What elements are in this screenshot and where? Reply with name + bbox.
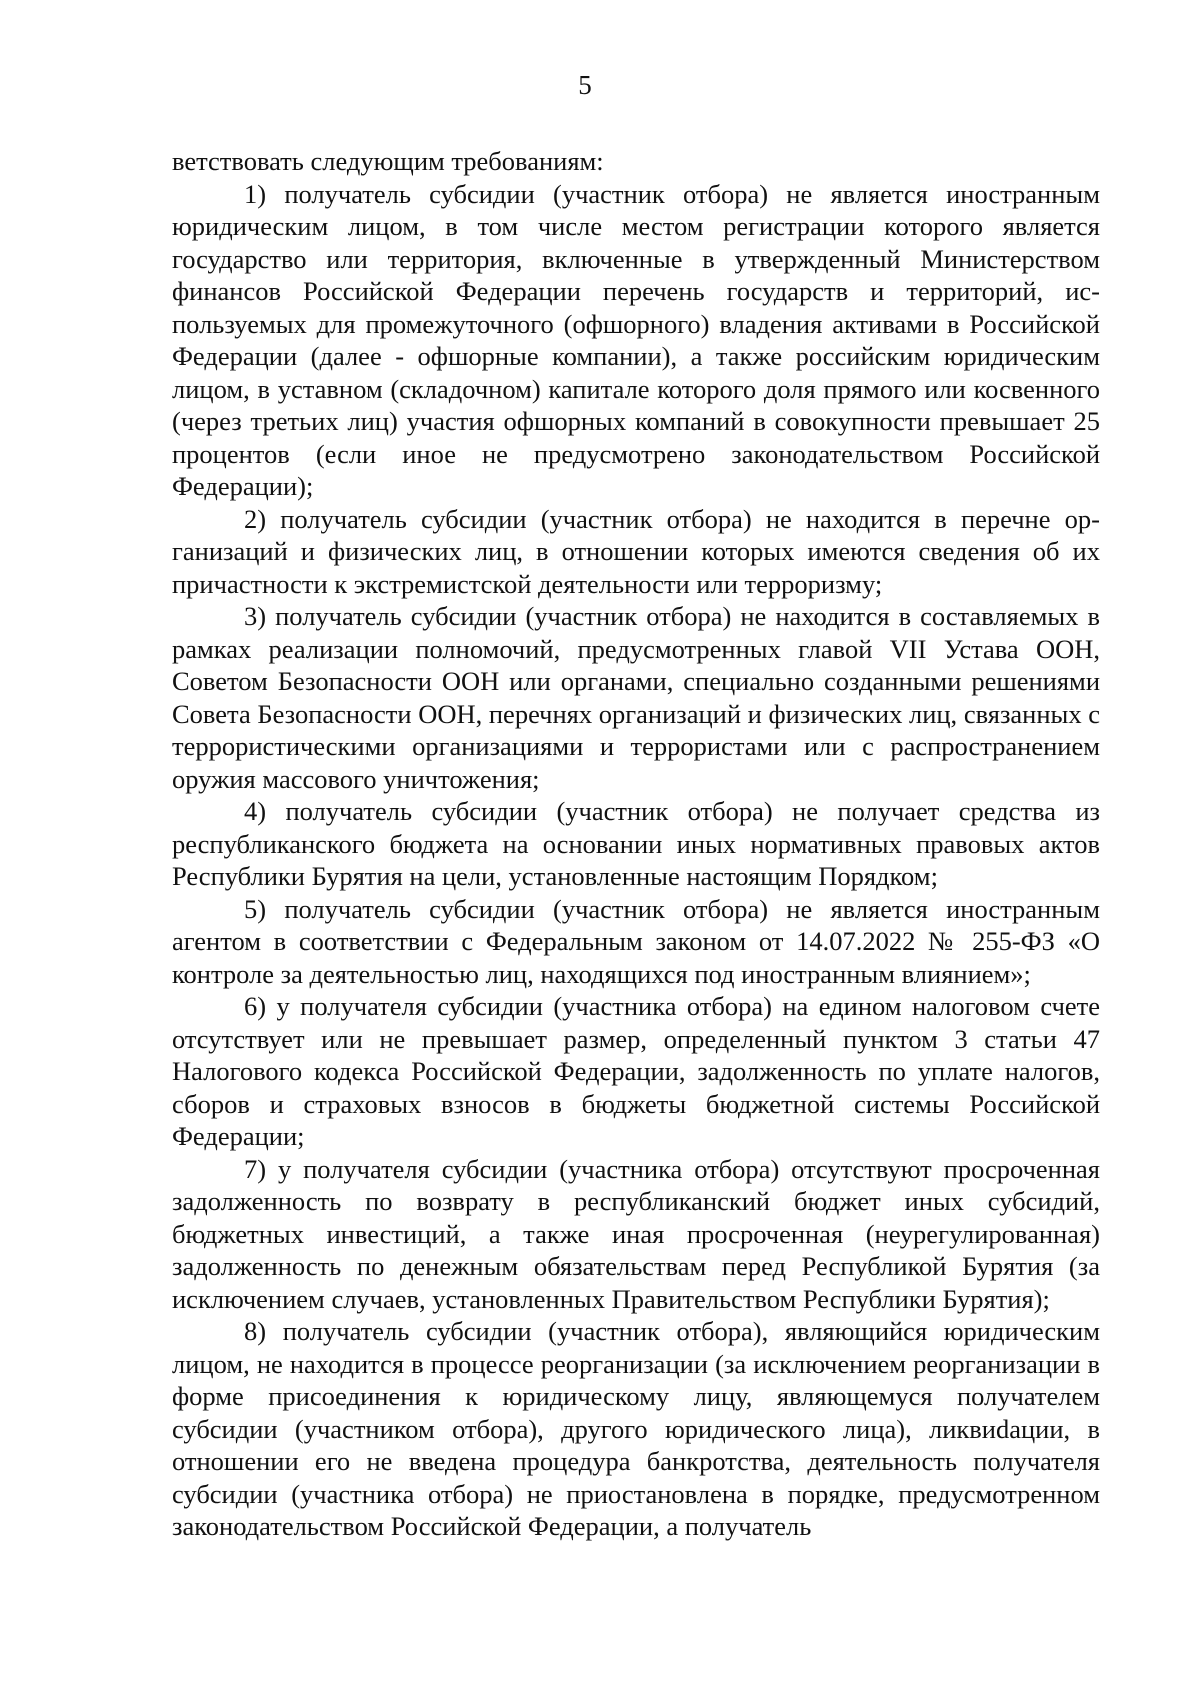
paragraph-item-6: 6) у получателя субсидии (участника отбора) на едином налоговом счете отсутствует или не превышает размер, определенный пунктом 3 статьи 47 Налогового кодекса Российской Федерации, задолженность по уплате налогов, сборов и страховых взносов в бюджеты бюджетной системы Российской Федерации;: [172, 991, 1100, 1151]
paragraph-item-3: 3) получатель субсидии (участник отбора) не находится в составляемых в рамках реализации полномочий, предусмотренных главой VII Устава ООН, Советом Безопасности ООН или органами, специально созданными решениями Совета Безопасности ООН, перечнях организаций и физических лиц, связанных с террористическими организациями и террористами или с распространением оружия массового уничтожения;: [172, 601, 1100, 794]
paragraph-item-7: 7) у получателя субсидии (участника отбора) отсутствуют просроченная задолженность по возврату в республиканский бюджет иных субсидий, бюджетных инвестиций, а также иная просроченная (неурегулированная) задолженность по денежным обязательствам перед Республикой Бурятия (за исключением случаев, установленных Правительством Республики Бурятия);: [172, 1153, 1100, 1314]
paragraph-item-5: 5) получатель субсидии (участник отбора) не является иностранным агентом в соответствии с Федеральным законом от 14.07.2022 № 255-ФЗ «О контроле за деятельностью лиц, находящихся под иностранным влиянием»;: [172, 893, 1100, 989]
paragraph-item-1: 1) получатель субсидии (участник отбора) не является иностранным юридическим лицом, в том числе местом регистрации которого является государство или территория, включенные в утвержденный Министерством финансов Российской Федерации перечень государств и территорий, используемых для промежуточного (офшорного) владения активами в Российской Федерации (далее - офшорные компании), а также российским юридическим лицом, в уставном (складочном) капитале которого доля прямого или косвенного (через третьих лиц) участия офшорных компаний в совокупности превышает 25 процентов (если иное не предусмотрено законодательством Российской Федерации);: [172, 178, 1100, 501]
document-body: [172, 145, 1100, 1543]
paragraph-item-8: 8) получатель субсидии (участник отбора), являющийся юридическим лицом, не находится в процессе реорганизации (за исключением реорганизации в форме присоединения к юридическому лицу, являющемуся получателем субсидии (участником отбора), другого юридического лица), ликвиdации, в отношении его не введена процедура банкротства, деятельность получателя субсидии (участника отбора) не приостановлена в порядке, предусмотренном законодательством Российской Федерации, а получатель: [172, 1316, 1100, 1541]
paragraph-item-2: 2) получатель субсидии (участник отбора) не находится в перечне организаций и физических лиц, в отношении которых имеются сведения об их причастности к экстремистской деятельности или терроризму;: [172, 503, 1100, 599]
paragraph-continuation: ветствовать следующим требованиям:: [172, 146, 604, 176]
page-number: 5: [578, 70, 592, 100]
paragraph-item-4: 4) получатель субсидии (участник отбора) не получает средства из республиканского бюджета на основании иных нормативных правовых актов Республики Бурятия на цели, установленные настоящим Порядком;: [172, 796, 1100, 891]
